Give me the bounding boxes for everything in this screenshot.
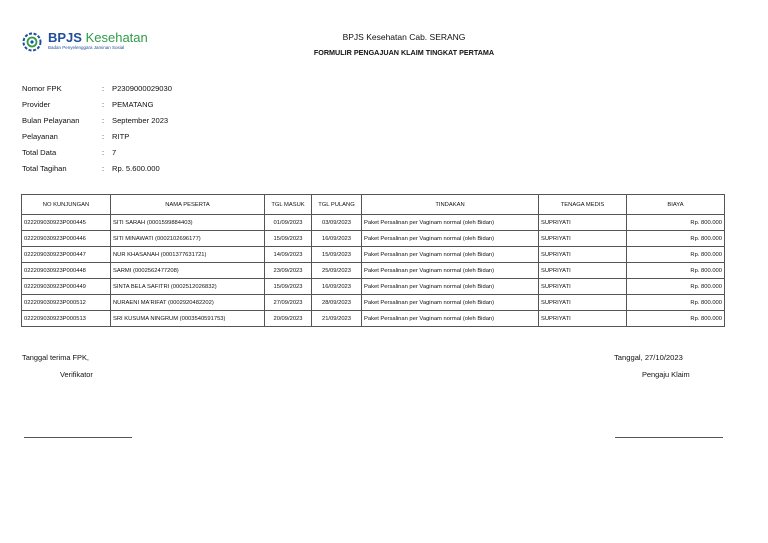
table-row [22, 279, 725, 295]
cell-no-kunjungan: 022209030923P000447 [22, 247, 111, 263]
cell-tgl-pulang: 03/09/2023 [312, 215, 362, 231]
cell-tgl-pulang: 28/09/2023 [312, 295, 362, 311]
cell-tenaga-medis: SUPRIYATI [539, 231, 627, 247]
cell-tgl-pulang: 15/09/2023 [312, 247, 362, 263]
info-colon: : [102, 147, 105, 157]
cell-tindakan: Paket Persalinan per Vaginam normal (oleh Bidan) [362, 279, 539, 295]
info-label: Nomor FPK [22, 83, 62, 93]
claims-table [21, 194, 725, 327]
info-value: 7 [112, 147, 117, 157]
cell-nama-peserta: SITI MINAWATI (0002102696177) [111, 231, 265, 247]
info-label: Pelayanan [22, 131, 58, 141]
column-header: BIAYA [627, 195, 725, 215]
cell-tenaga-medis: SUPRIYATI [539, 295, 627, 311]
info-colon: : [102, 131, 105, 141]
table-row [22, 231, 725, 247]
info-colon: : [102, 83, 105, 93]
column-header: TINDAKAN [362, 195, 539, 215]
info-row-total-tagihan [22, 160, 172, 176]
cell-nama-peserta: NURAENI MA'RIFAT (0002920482202) [111, 295, 265, 311]
cell-biaya: Rp. 800.000 [627, 215, 725, 231]
column-header: NAMA PESERTA [111, 195, 265, 215]
cell-biaya: Rp. 800.000 [627, 231, 725, 247]
cell-nama-peserta: SRI KUSUMA NINGRUM (0003540591753) [111, 311, 265, 327]
info-value: P2309000029030 [112, 83, 172, 93]
table-header-row [22, 195, 725, 215]
table-row [22, 247, 725, 263]
table-row [22, 215, 725, 231]
info-colon: : [102, 115, 105, 125]
cell-biaya: Rp. 800.000 [627, 263, 725, 279]
column-header: TENAGA MEDIS [539, 195, 627, 215]
cell-tenaga-medis: SUPRIYATI [539, 247, 627, 263]
info-value: PEMATANG [112, 99, 154, 109]
logo-tagline: Badan Penyelenggara Jaminan Sosial [48, 45, 125, 50]
cell-nama-peserta: NUR KHASANAH (0001377631721) [111, 247, 265, 263]
cell-tenaga-medis: SUPRIYATI [539, 215, 627, 231]
cell-tenaga-medis: SUPRIYATI [539, 311, 627, 327]
cell-tgl-masuk: 20/09/2023 [265, 311, 312, 327]
cell-tenaga-medis: SUPRIYATI [539, 279, 627, 295]
cell-tgl-masuk: 01/09/2023 [265, 215, 312, 231]
info-label: Total Tagihan [22, 163, 67, 173]
column-header: TGL PULANG [312, 195, 362, 215]
document-office-title: BPJS Kesehatan Cab. SERANG [342, 32, 466, 42]
cell-no-kunjungan: 022209030923P000513 [22, 311, 111, 327]
cell-tindakan: Paket Persalinan per Vaginam normal (oleh Bidan) [362, 263, 539, 279]
info-row-bulan-pelayanan [22, 112, 172, 128]
cell-tgl-pulang: 25/09/2023 [312, 263, 362, 279]
cell-no-kunjungan: 022209030923P000449 [22, 279, 111, 295]
cell-tgl-pulang: 21/09/2023 [312, 311, 362, 327]
cell-no-kunjungan: 022209030923P000445 [22, 215, 111, 231]
info-row-total-data [22, 144, 172, 160]
cell-no-kunjungan: 022209030923P000448 [22, 263, 111, 279]
info-label: Total Data [22, 147, 57, 157]
info-value: RITP [112, 131, 130, 141]
cell-tindakan: Paket Persalinan per Vaginam normal (oleh Bidan) [362, 311, 539, 327]
cell-tenaga-medis: SUPRIYATI [539, 263, 627, 279]
cell-no-kunjungan: 022209030923P000446 [22, 231, 111, 247]
cell-biaya: Rp. 800.000 [627, 295, 725, 311]
cell-nama-peserta: SINTA BELA SAFITRI (0002512026832) [111, 279, 265, 295]
cell-tgl-pulang: 16/09/2023 [312, 279, 362, 295]
info-colon: : [102, 99, 105, 109]
cell-tgl-masuk: 15/09/2023 [265, 231, 312, 247]
claim-info-block [22, 80, 172, 176]
cell-tindakan: Paket Persalinan per Vaginam normal (oleh Bidan) [362, 295, 539, 311]
cell-tindakan: Paket Persalinan per Vaginam normal (oleh Bidan) [362, 231, 539, 247]
verifier-signature-line [24, 437, 132, 438]
cell-nama-peserta: SITI SARAH (0001599884403) [111, 215, 265, 231]
cell-tindakan: Paket Persalinan per Vaginam normal (oleh Bidan) [362, 247, 539, 263]
logo-brand-b: Kesehatan [85, 30, 148, 45]
cell-tindakan: Paket Persalinan per Vaginam normal (oleh Bidan) [362, 215, 539, 231]
receipt-date-caption: Tanggal terima FPK, [22, 353, 89, 362]
info-row-pelayanan [22, 128, 172, 144]
cell-no-kunjungan: 022209030923P000512 [22, 295, 111, 311]
verifier-role: Verifikator [60, 370, 93, 379]
info-label: Provider [22, 99, 51, 109]
document-form-title: FORMULIR PENGAJUAN KLAIM TINGKAT PERTAMA [313, 48, 495, 57]
info-row-nomor-fpk [22, 80, 172, 96]
cell-tgl-masuk: 15/09/2023 [265, 279, 312, 295]
cell-biaya: Rp. 800.000 [627, 311, 725, 327]
cell-biaya: Rp. 800.000 [627, 279, 725, 295]
cell-tgl-masuk: 27/09/2023 [265, 295, 312, 311]
submission-date-caption: Tanggal, 27/10/2023 [614, 353, 683, 362]
column-header: TGL MASUK [265, 195, 312, 215]
submitter-role: Pengaju Klaim [642, 370, 690, 379]
column-header: NO KUNJUNGAN [22, 195, 111, 215]
logo-brand-a: BPJS [48, 30, 82, 45]
info-colon: : [102, 163, 105, 173]
info-label: Bulan Pelayanan [22, 115, 80, 125]
table-row [22, 263, 725, 279]
cell-tgl-masuk: 23/09/2023 [265, 263, 312, 279]
cell-nama-peserta: SARMI (0002562477208) [111, 263, 265, 279]
table-row [22, 295, 725, 311]
info-value: September 2023 [112, 115, 169, 125]
info-row-provider [22, 96, 172, 112]
cell-tgl-masuk: 14/09/2023 [265, 247, 312, 263]
table-row [22, 311, 725, 327]
cell-biaya: Rp. 800.000 [627, 247, 725, 263]
submitter-signature-line [615, 437, 723, 438]
cell-tgl-pulang: 16/09/2023 [312, 231, 362, 247]
info-value: Rp. 5.600.000 [112, 163, 160, 173]
